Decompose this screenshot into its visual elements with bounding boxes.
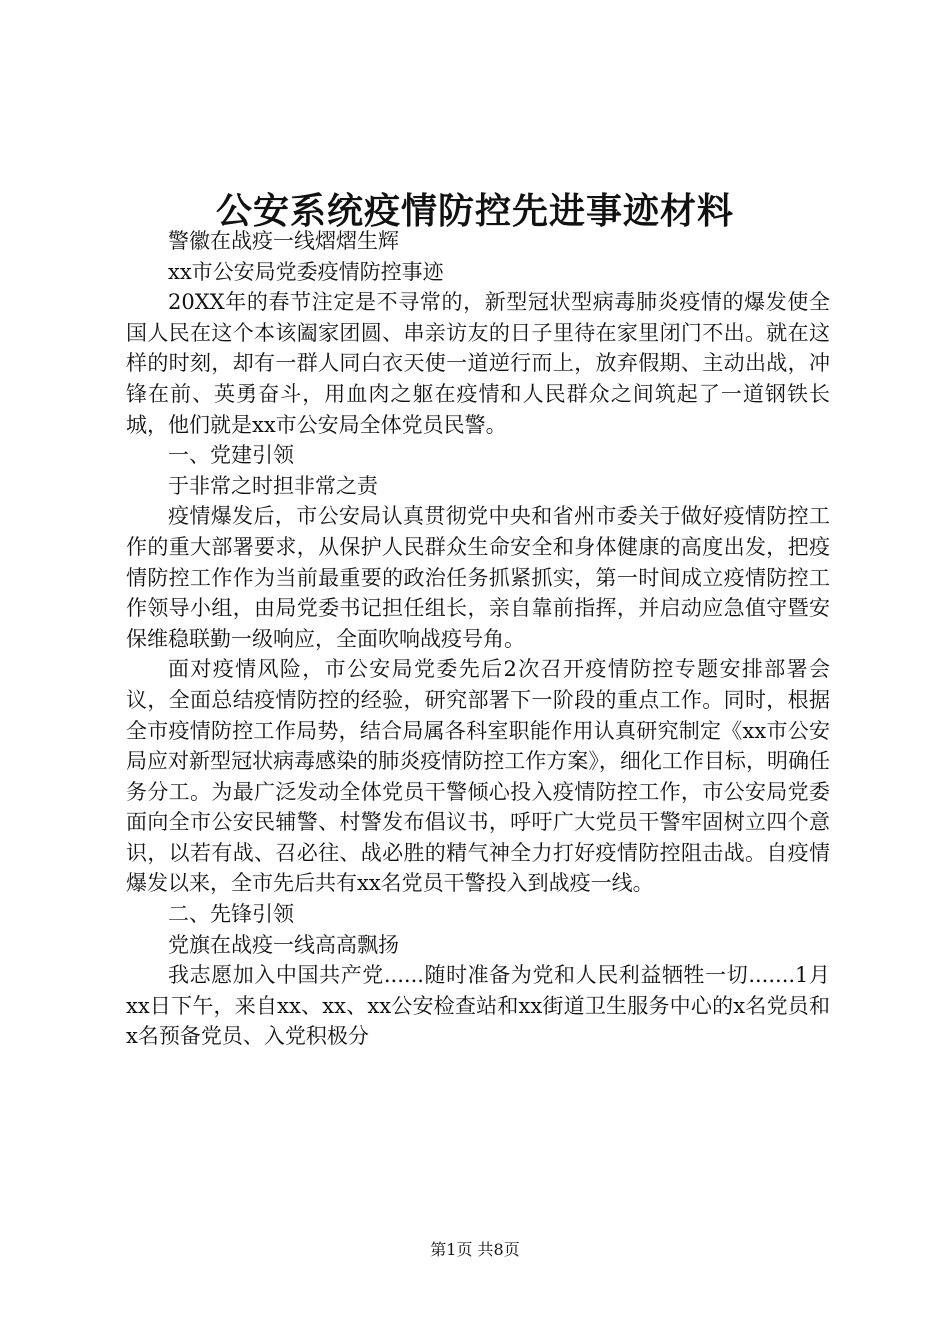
section-2-paragraph-1: 我志愿加入中国共产党......随时准备为党和人民利益牺牲一切.......1月xx日下午，来自xx、xx、xx公安检查站和xx街道卫生服务中心的x名党员和x名预备党员、入党积极分 (126, 963, 830, 1049)
document-title: 公安系统疫情防控先进事迹材料 (215, 190, 734, 232)
section-2-subheading: 党旗在战疫一线高高飘扬 (168, 932, 399, 957)
document-subtitle: 警徽在战疫一线熠熠生辉 (168, 229, 399, 253)
page-footer: 第1页 共8页 (430, 1240, 520, 1259)
intro-paragraph: 20XX年的春节注定是不寻常的，新型冠状型病毒肺炎疫情的爆发使全国人民在这个本该阖家团圆、串亲访友的日子里待在家里闭门不出。就在这样的时刻，却有一群人同白衣天使一道逆行而上，放弃假期、主动出战，冲锋在前、英勇奋斗，用血肉之躯在疫情和人民群众之间筑起了一道钢铁长城，他们就是xx市公安局全体党员民警。 (126, 290, 830, 437)
document-byline: xx市公安局党委疫情防控事迹 (168, 259, 444, 284)
section-1-paragraph-2: 面对疫情风险，市公安局党委先后2次召开疫情防控专题安排部署会议，全面总结疫情防控的经验，研究部署下一阶段的重点工作。同时，根据全市疫情防控工作局势，结合局属各科室职能作用认真研究制定《xx市公安局应对新型冠状病毒感染的肺炎疫情防控工作方案》，细化工作目标，明确任务分工。为最广泛发动全体党员干警倾心投入疫情防控工作，市公安局党委面向全市公安民辅警、村警发布倡议书，呼吁广大党员干警牢固树立四个意识，以若有战、召必往、战必胜的精气神全力打好疫情防控阻击战。自疫情爆发以来，全市先后共有xx名党员干警投入到战疫一线。 (126, 657, 830, 896)
section-1-paragraph-1: 疫情爆发后，市公安局认真贯彻党中央和省州市委关于做好疫情防控工作的重大部署要求，从保护人民群众生命安全和身体健康的高度出发，把疫情防控工作作为当前最重要的政治任务抓紧抓实，第一时间成立疫情防控工作领导小组，由局党委书记担任组长，亲自靠前指挥，并启动应急值守暨安保维稳联勤一级响应，全面吹响战疫号角。 (126, 504, 830, 651)
section-1-heading: 一、党建引领 (168, 443, 294, 468)
document-body (126, 226, 830, 1052)
section-2-heading: 二、先锋引领 (168, 902, 294, 927)
section-1-subheading: 于非常之时担非常之责 (168, 473, 378, 498)
